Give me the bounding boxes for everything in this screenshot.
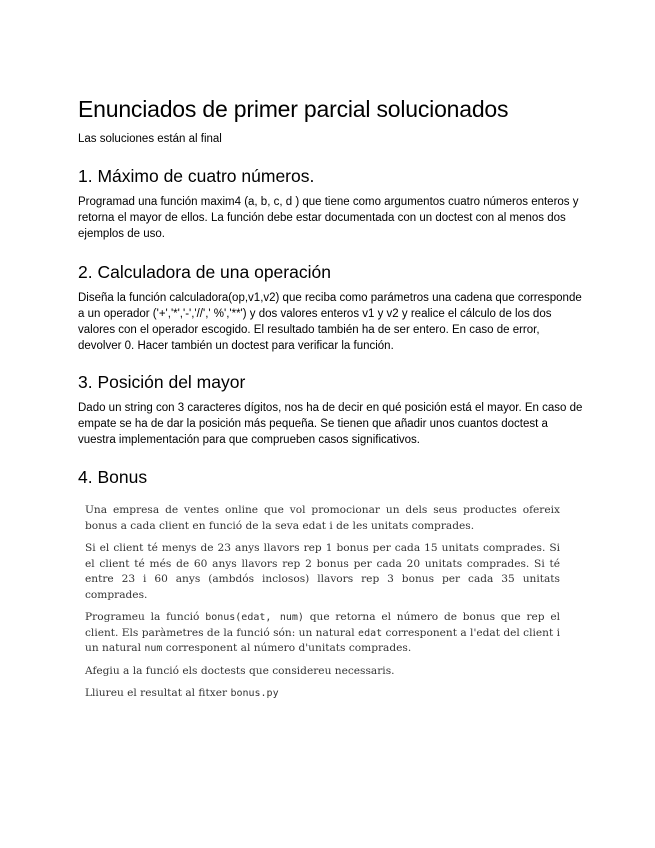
page-subtitle: Las soluciones están al final bbox=[78, 133, 222, 145]
section-2-body: Diseña la función calculadora(op,v1,v2) que reciba como parámetros una cadena que corresponde a un operador ('+','*','-','//',' %','**') y dos valores enteros v1 y v2 y realice el cálculo de los dos valores con el operador escogido. El resultado también ha de ser entero. En caso de error, devolver 0. Hacer también un doctest para verificar la función. bbox=[78, 292, 582, 352]
section-4-heading: 4. Bonus bbox=[78, 467, 148, 487]
bonus-param-edat: edat bbox=[358, 627, 383, 639]
section-3-body: Dado un string con 3 caracteres dígitos, nos ha de decir en qué posición está el mayor. En caso de empate se ha de dar la posición más pequeña. Se tienen que añadir unos cuantos doctest a vuestra implementación para que comprueben casos significativos. bbox=[78, 402, 583, 446]
bonus-paragraph-1: Una empresa de ventes online que vol promocionar un dels seus productes ofereix bonus a cada client en funció de la seva edat i de les unitats comprades. bbox=[85, 504, 560, 532]
section-1-heading: 1. Máximo de cuatro números. bbox=[78, 166, 315, 186]
bonus-paragraph-3 bbox=[85, 610, 560, 657]
bonus-paragraph-3-text-a: Programeu la funció bbox=[85, 611, 206, 623]
bonus-paragraph-3-text-d: corresponent al número d'unitats comprades. bbox=[162, 642, 412, 654]
bonus-param-num: num bbox=[144, 643, 163, 654]
page-title: Enunciados de primer parcial solucionados bbox=[78, 96, 509, 122]
section-2-heading: 2. Calculadora de una operación bbox=[78, 262, 331, 282]
section-1-body: Programad una función maxim4 (a, b, c, d ) que tiene como argumentos cuatro números enteros y retorna el mayor de ellos. La función debe estar documentada con un doctest con al menos dos ejemplos de uso. bbox=[78, 196, 579, 240]
bonus-paragraph-5-text: Lliureu el resultat al fitxer bbox=[85, 687, 231, 699]
bonus-paragraph-3-text-c: corresponent a l'edat del client i un natural bbox=[85, 626, 560, 654]
section-3-heading: 3. Posición del mayor bbox=[78, 372, 246, 392]
bonus-paragraph-3-text-b: que retorna el número de bonus que rep el client. Els paràmetres de la funció són: un natural bbox=[85, 611, 560, 639]
bonus-function-signature: bonus(edat, num) bbox=[205, 612, 304, 623]
bonus-paragraph-5 bbox=[85, 686, 560, 702]
bonus-paragraph-2: Si el client té menys de 23 anys llavors rep 1 bonus per cada 15 unitats comprades. Si el client té més de 60 anys llavors rep 2 bonus per cada 20 unitats comprades. Si té entre 23 i 60 anys (ambdós inclosos) llavors rep 3 bonus per cada 35 unitats comprades. bbox=[85, 542, 560, 601]
bonus-filename: bonus.py bbox=[230, 688, 279, 699]
bonus-paragraph-4: Afegiu a la funció els doctests que considereu necessaris. bbox=[85, 664, 395, 677]
bonus-statement bbox=[85, 503, 560, 709]
